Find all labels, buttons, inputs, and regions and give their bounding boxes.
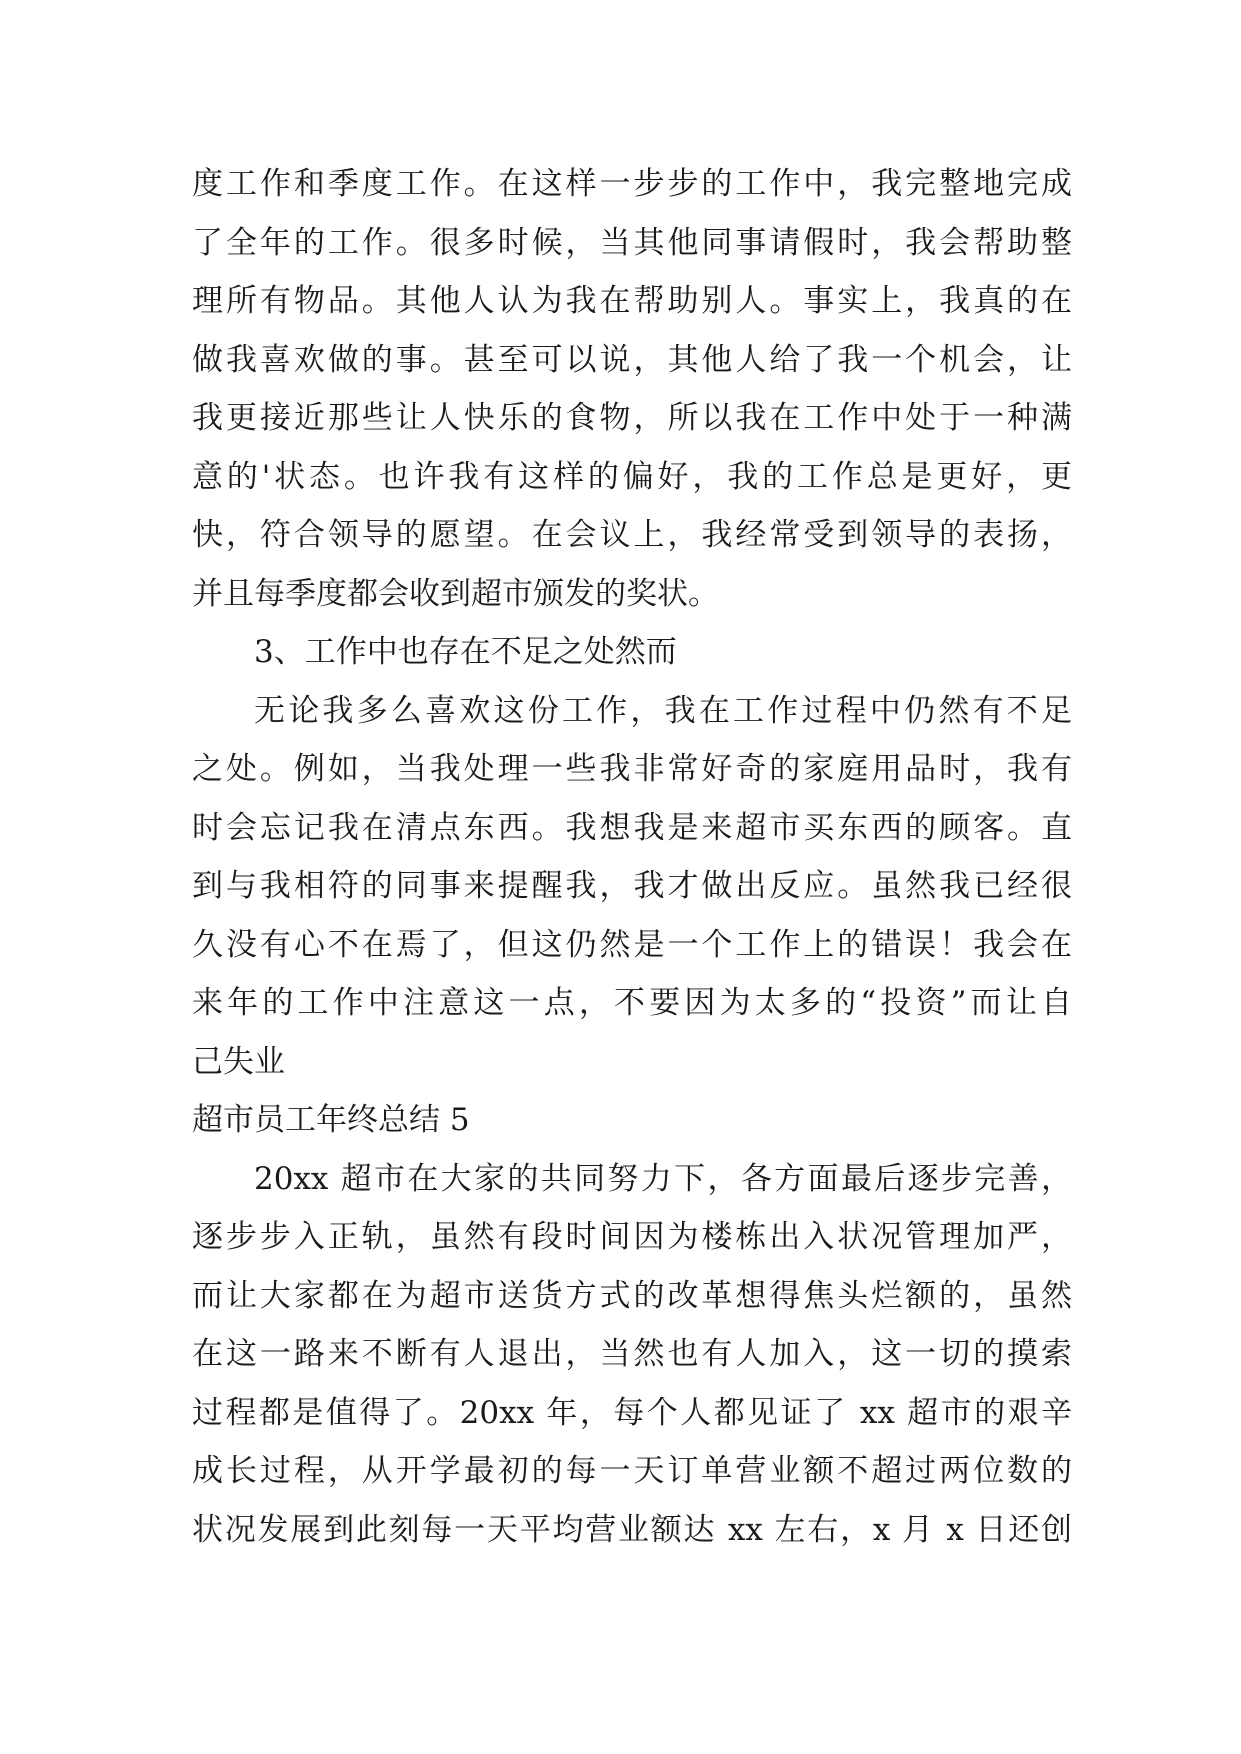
text-line: 20xx 超市在大家的共同努力下，各方面最后逐步完善， xyxy=(254,1160,1072,1197)
text-line: 在这一路来不断有人退出，当然也有人加入，这一切的摸索 xyxy=(192,1336,1072,1372)
text-line: 了全年的工作。很多时候，当其他同事请假时，我会帮助整 xyxy=(192,224,1072,261)
text-line: 己失业 xyxy=(192,1043,285,1080)
heading-text: 超市员工年终总结 5 xyxy=(192,1102,470,1138)
text-line: 无论我多么喜欢这份工作，我在工作过程中仍然有不足 xyxy=(254,692,1072,729)
paragraph xyxy=(192,1150,1072,1560)
paragraph xyxy=(192,623,1072,682)
paragraph xyxy=(192,155,1072,623)
text-line: 意的'状态。也许我有这样的偏好，我的工作总是更好，更 xyxy=(192,458,1072,495)
text-line: 并且每季度都会收到超市颁发的奖状。 xyxy=(192,575,719,612)
text-line: 度工作和季度工作。在这样一步步的工作中，我完整地完成 xyxy=(192,166,1072,202)
text-line: 久没有心不在焉了，但这仍然是一个工作上的错误！我会在 xyxy=(192,926,1072,963)
text-line: 成长过程，从开学最初的每一天订单营业额不超过两位数的 xyxy=(192,1453,1072,1489)
text-line: 之处。例如，当我处理一些我非常好奇的家庭用品时，我有 xyxy=(192,751,1072,787)
text-line: 3、工作中也存在不足之处然而 xyxy=(254,634,677,670)
text-line: 状况发展到此刻每一天平均营业额达 xx 左右，x 月 x 日还创 xyxy=(192,1511,1072,1548)
text-line: 做我喜欢做的事。甚至可以说，其他人给了我一个机会，让 xyxy=(192,341,1072,378)
text-line: 时会忘记我在清点东西。我想我是来超市买东西的顾客。直 xyxy=(192,809,1072,846)
text-line: 来年的工作中注意这一点，不要因为太多的“投资”而让自 xyxy=(192,985,1072,1021)
text-line: 我更接近那些让人快乐的食物，所以我在工作中处于一种满 xyxy=(192,400,1072,436)
text-line: 到与我相符的同事来提醒我，我才做出反应。虽然我已经很 xyxy=(192,868,1072,904)
paragraph xyxy=(192,682,1072,1092)
text-line: 逐步步入正轨，虽然有段时间因为楼栋出入状况管理加严， xyxy=(192,1219,1072,1255)
text-line: 理所有物品。其他人认为我在帮助别人。事实上，我真的在 xyxy=(192,283,1072,319)
text-line: 过程都是值得了。20xx 年，每个人都见证了 xx 超市的艰辛 xyxy=(192,1394,1072,1431)
text-line: 快，符合领导的愿望。在会议上，我经常受到领导的表扬， xyxy=(192,517,1072,553)
document-body xyxy=(192,155,1072,1559)
text-line: 而让大家都在为超市送货方式的改革想得焦头烂额的，虽然 xyxy=(192,1277,1072,1314)
section-heading xyxy=(192,1091,1072,1150)
